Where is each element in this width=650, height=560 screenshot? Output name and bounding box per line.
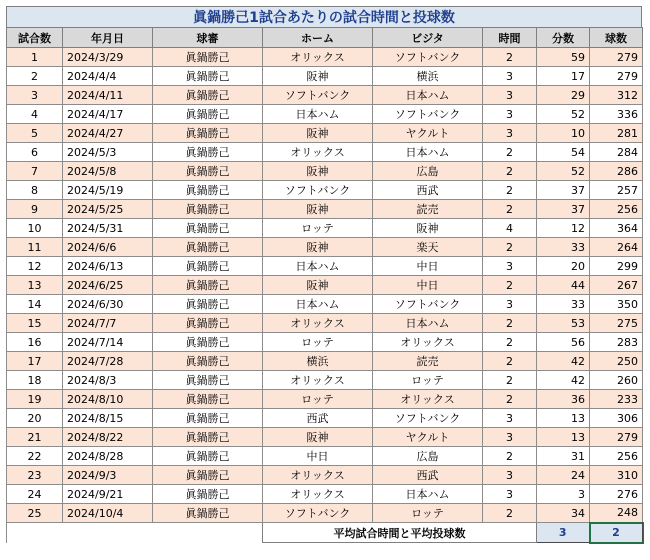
cell-pitches[interactable]: 306 [590, 409, 643, 428]
cell-game-no[interactable]: 12 [7, 257, 63, 276]
cell-minutes[interactable]: 3 [537, 485, 590, 504]
cell-umpire[interactable]: 眞鍋勝己 [153, 238, 263, 257]
column-header-date[interactable]: 年月日 [63, 28, 153, 48]
table-title: 眞鍋勝己1試合あたりの試合時間と投球数 [6, 6, 642, 28]
cell-date[interactable]: 2024/3/29 [63, 48, 153, 67]
header-row [7, 28, 643, 48]
table-row [7, 48, 643, 67]
cell-hours[interactable]: 2 [483, 447, 537, 466]
table-row [7, 276, 643, 295]
cell-pitches[interactable]: 260 [590, 371, 643, 390]
cell-visitor[interactable]: 日本ハム [373, 143, 483, 162]
cell-home[interactable]: 西武 [263, 409, 373, 428]
table-row [7, 409, 643, 428]
cell-minutes[interactable]: 24 [537, 466, 590, 485]
cell-date[interactable]: 2024/10/4 [63, 504, 153, 523]
cell-minutes[interactable]: 52 [537, 162, 590, 181]
cell-pitches[interactable]: 281 [590, 124, 643, 143]
cell-minutes[interactable]: 17 [537, 67, 590, 86]
column-header-hours[interactable]: 時間 [483, 28, 537, 48]
cell-date[interactable]: 2024/5/8 [63, 162, 153, 181]
summary-label: 平均試合時間と平均投球数 [263, 523, 537, 543]
cell-home[interactable]: ソフトバンク [263, 86, 373, 105]
cell-minutes[interactable]: 59 [537, 48, 590, 67]
cell-pitches[interactable]: 279 [590, 67, 643, 86]
cell-hours[interactable]: 2 [483, 390, 537, 409]
cell-home[interactable]: ロッテ [263, 219, 373, 238]
cell-game-no[interactable]: 11 [7, 238, 63, 257]
cell-hours[interactable]: 2 [483, 143, 537, 162]
table-row [7, 257, 643, 276]
cell-date[interactable]: 2024/7/7 [63, 314, 153, 333]
cell-pitches[interactable]: 364 [590, 219, 643, 238]
column-header-visitor[interactable]: ビジタ [373, 28, 483, 48]
cell-date[interactable]: 2024/7/28 [63, 352, 153, 371]
table-row [7, 390, 643, 409]
cell-pitches[interactable]: 276 [590, 485, 643, 504]
cell-game-no[interactable]: 17 [7, 352, 63, 371]
cell-hours[interactable]: 2 [483, 162, 537, 181]
cell-umpire[interactable]: 眞鍋勝己 [153, 504, 263, 523]
cell-home[interactable]: 日本ハム [263, 105, 373, 124]
cell-hours[interactable]: 2 [483, 48, 537, 67]
cell-pitches[interactable]: 336 [590, 105, 643, 124]
table-row [7, 200, 643, 219]
cell-minutes[interactable]: 42 [537, 371, 590, 390]
cell-date[interactable]: 2024/4/4 [63, 67, 153, 86]
cell-umpire[interactable]: 眞鍋勝己 [153, 352, 263, 371]
column-header-pitches[interactable]: 球数 [590, 28, 643, 48]
cell-pitches[interactable]: 257 [590, 181, 643, 200]
cell-visitor[interactable]: 広島 [373, 162, 483, 181]
cell-date[interactable]: 2024/6/30 [63, 295, 153, 314]
cell-home[interactable]: 阪神 [263, 67, 373, 86]
game-table [6, 27, 643, 544]
cell-hours[interactable]: 3 [483, 295, 537, 314]
cell-home[interactable]: オリックス [263, 143, 373, 162]
cell-umpire[interactable]: 眞鍋勝己 [153, 447, 263, 466]
cell-minutes[interactable]: 29 [537, 86, 590, 105]
cell-umpire[interactable]: 眞鍋勝己 [153, 67, 263, 86]
cell-hours[interactable]: 2 [483, 352, 537, 371]
cell-umpire[interactable]: 眞鍋勝己 [153, 124, 263, 143]
cell-umpire[interactable]: 眞鍋勝己 [153, 105, 263, 124]
cell-date[interactable]: 2024/4/11 [63, 86, 153, 105]
table-row [7, 466, 643, 485]
table-row [7, 105, 643, 124]
cell-visitor[interactable]: ロッテ [373, 504, 483, 523]
cell-home[interactable]: 阪神 [263, 162, 373, 181]
cell-pitches[interactable]: 283 [590, 333, 643, 352]
cell-visitor[interactable]: 横浜 [373, 67, 483, 86]
cell-minutes[interactable]: 37 [537, 181, 590, 200]
table-row [7, 219, 643, 238]
cell-umpire[interactable]: 眞鍋勝己 [153, 86, 263, 105]
cell-date[interactable]: 2024/6/13 [63, 257, 153, 276]
cell-visitor[interactable]: ヤクルト [373, 124, 483, 143]
cell-pitches[interactable]: 286 [590, 162, 643, 181]
cell-umpire[interactable]: 眞鍋勝己 [153, 143, 263, 162]
cell-visitor[interactable]: ロッテ [373, 371, 483, 390]
cell-minutes[interactable]: 53 [537, 314, 590, 333]
cell-visitor[interactable]: ソフトバンク [373, 48, 483, 67]
cell-hours[interactable]: 2 [483, 181, 537, 200]
cell-date[interactable]: 2024/4/17 [63, 105, 153, 124]
table-row [7, 238, 643, 257]
cell-home[interactable]: 阪神 [263, 200, 373, 219]
cell-minutes[interactable]: 52 [537, 105, 590, 124]
cell-umpire[interactable]: 眞鍋勝己 [153, 333, 263, 352]
cell-date[interactable]: 2024/5/19 [63, 181, 153, 200]
cell-pitches[interactable]: 264 [590, 238, 643, 257]
cell-date[interactable]: 2024/5/3 [63, 143, 153, 162]
cell-visitor[interactable]: ソフトバンク [373, 409, 483, 428]
cell-game-no[interactable]: 9 [7, 200, 63, 219]
table-row [7, 86, 643, 105]
cell-minutes[interactable]: 36 [537, 390, 590, 409]
table-row [7, 181, 643, 200]
cell-visitor[interactable]: オリックス [373, 333, 483, 352]
cell-pitches[interactable]: 256 [590, 200, 643, 219]
cell-date[interactable]: 2024/8/3 [63, 371, 153, 390]
cell-visitor[interactable]: 日本ハム [373, 485, 483, 504]
cell-date[interactable]: 2024/6/6 [63, 238, 153, 257]
cell-hours[interactable]: 3 [483, 428, 537, 447]
cell-minutes[interactable]: 42 [537, 352, 590, 371]
table-row [7, 352, 643, 371]
cell-visitor[interactable]: 読売 [373, 352, 483, 371]
cell-umpire[interactable]: 眞鍋勝己 [153, 485, 263, 504]
cell-date[interactable]: 2024/8/15 [63, 409, 153, 428]
cell-umpire[interactable]: 眞鍋勝己 [153, 390, 263, 409]
cell-umpire[interactable]: 眞鍋勝己 [153, 314, 263, 333]
cell-umpire[interactable]: 眞鍋勝己 [153, 428, 263, 447]
cell-game-no[interactable]: 7 [7, 162, 63, 181]
cell-hours[interactable]: 3 [483, 105, 537, 124]
cell-visitor[interactable]: オリックス [373, 390, 483, 409]
cell-visitor[interactable]: 西武 [373, 181, 483, 200]
cell-hours[interactable]: 3 [483, 409, 537, 428]
cell-minutes[interactable]: 12 [537, 219, 590, 238]
cell-visitor[interactable]: 西武 [373, 466, 483, 485]
cell-minutes[interactable]: 33 [537, 238, 590, 257]
cell-home[interactable]: オリックス [263, 48, 373, 67]
cell-minutes[interactable]: 10 [537, 124, 590, 143]
summary-spacer [153, 523, 263, 543]
cell-home[interactable]: 阪神 [263, 238, 373, 257]
cell-date[interactable]: 2024/4/27 [63, 124, 153, 143]
cell-home[interactable]: 日本ハム [263, 295, 373, 314]
cell-home[interactable]: オリックス [263, 314, 373, 333]
avg-minutes-cell[interactable]: 2 [590, 523, 643, 543]
cell-visitor[interactable]: 読売 [373, 200, 483, 219]
cell-minutes[interactable]: 20 [537, 257, 590, 276]
cell-pitches[interactable]: 350 [590, 295, 643, 314]
cell-minutes[interactable]: 31 [537, 447, 590, 466]
cell-game-no[interactable]: 23 [7, 466, 63, 485]
cell-game-no[interactable]: 1 [7, 48, 63, 67]
cell-game-no[interactable]: 13 [7, 276, 63, 295]
cell-hours[interactable]: 3 [483, 86, 537, 105]
cell-pitches[interactable]: 233 [590, 390, 643, 409]
cell-pitches[interactable]: 267 [590, 276, 643, 295]
cell-visitor[interactable]: 日本ハム [373, 86, 483, 105]
cell-minutes[interactable]: 33 [537, 295, 590, 314]
cell-game-no[interactable]: 22 [7, 447, 63, 466]
cell-home[interactable]: 阪神 [263, 428, 373, 447]
cell-visitor[interactable]: 中日 [373, 257, 483, 276]
cell-date[interactable]: 2024/8/10 [63, 390, 153, 409]
cell-pitches[interactable]: 275 [590, 314, 643, 333]
cell-hours[interactable]: 3 [483, 124, 537, 143]
cell-game-no[interactable]: 5 [7, 124, 63, 143]
cell-umpire[interactable]: 眞鍋勝己 [153, 466, 263, 485]
cell-pitches[interactable]: 279 [590, 48, 643, 67]
cell-date[interactable]: 2024/5/31 [63, 219, 153, 238]
cell-home[interactable]: 日本ハム [263, 257, 373, 276]
cell-date[interactable]: 2024/9/3 [63, 466, 153, 485]
summary-spacer [63, 523, 153, 543]
cell-visitor[interactable]: 楽天 [373, 238, 483, 257]
cell-minutes[interactable]: 37 [537, 200, 590, 219]
table-row [7, 485, 643, 504]
cell-visitor[interactable]: ヤクルト [373, 428, 483, 447]
cell-hours[interactable]: 2 [483, 371, 537, 390]
cell-hours[interactable]: 2 [483, 200, 537, 219]
column-header-umpire[interactable]: 球審 [153, 28, 263, 48]
column-header-game-no[interactable]: 試合数 [7, 28, 63, 48]
cell-home[interactable]: 中日 [263, 447, 373, 466]
cell-home[interactable]: ソフトバンク [263, 181, 373, 200]
cell-hours[interactable]: 2 [483, 333, 537, 352]
column-header-minutes[interactable]: 分数 [537, 28, 590, 48]
cell-game-no[interactable]: 2 [7, 67, 63, 86]
cell-umpire[interactable]: 眞鍋勝己 [153, 219, 263, 238]
cell-umpire[interactable]: 眞鍋勝己 [153, 295, 263, 314]
cell-game-no[interactable]: 21 [7, 428, 63, 447]
cell-hours[interactable]: 2 [483, 276, 537, 295]
cell-pitches[interactable]: 310 [590, 466, 643, 485]
summary-spacer [7, 523, 63, 543]
cell-home[interactable]: オリックス [263, 371, 373, 390]
cell-hours[interactable]: 3 [483, 485, 537, 504]
cell-umpire[interactable]: 眞鍋勝己 [153, 257, 263, 276]
cell-home[interactable]: 阪神 [263, 124, 373, 143]
cell-date[interactable]: 2024/6/25 [63, 276, 153, 295]
cell-pitches[interactable]: 284 [590, 143, 643, 162]
cell-game-no[interactable]: 4 [7, 105, 63, 124]
cell-game-no[interactable]: 24 [7, 485, 63, 504]
cell-hours[interactable]: 2 [483, 238, 537, 257]
cell-game-no[interactable]: 20 [7, 409, 63, 428]
cell-minutes[interactable]: 54 [537, 143, 590, 162]
cell-pitches[interactable]: 248 [590, 504, 643, 523]
cell-game-no[interactable]: 6 [7, 143, 63, 162]
cell-minutes[interactable]: 56 [537, 333, 590, 352]
cell-game-no[interactable]: 3 [7, 86, 63, 105]
cell-game-no[interactable]: 16 [7, 333, 63, 352]
table-row [7, 333, 643, 352]
cell-home[interactable]: オリックス [263, 485, 373, 504]
cell-visitor[interactable]: 中日 [373, 276, 483, 295]
cell-date[interactable]: 2024/9/21 [63, 485, 153, 504]
cell-minutes[interactable]: 44 [537, 276, 590, 295]
cell-home[interactable]: オリックス [263, 466, 373, 485]
avg-hours-cell[interactable]: 3 [537, 523, 590, 543]
table-row [7, 447, 643, 466]
cell-game-no[interactable]: 18 [7, 371, 63, 390]
cell-game-no[interactable]: 14 [7, 295, 63, 314]
cell-hours[interactable]: 2 [483, 314, 537, 333]
table-row [7, 67, 643, 86]
cell-pitches[interactable]: 312 [590, 86, 643, 105]
table-row [7, 371, 643, 390]
cell-pitches[interactable]: 279 [590, 428, 643, 447]
cell-game-no[interactable]: 19 [7, 390, 63, 409]
cell-visitor[interactable]: ソフトバンク [373, 295, 483, 314]
cell-home[interactable]: ロッテ [263, 390, 373, 409]
cell-game-no[interactable]: 15 [7, 314, 63, 333]
cell-date[interactable]: 2024/8/22 [63, 428, 153, 447]
cell-visitor[interactable]: 広島 [373, 447, 483, 466]
cell-home[interactable]: ソフトバンク [263, 504, 373, 523]
cell-visitor[interactable]: ソフトバンク [373, 105, 483, 124]
cell-umpire[interactable]: 眞鍋勝己 [153, 276, 263, 295]
summary-row [7, 523, 643, 543]
cell-date[interactable]: 2024/5/25 [63, 200, 153, 219]
cell-hours[interactable]: 4 [483, 219, 537, 238]
table-row [7, 162, 643, 181]
cell-hours[interactable]: 3 [483, 257, 537, 276]
cell-visitor[interactable]: 日本ハム [373, 314, 483, 333]
cell-date[interactable]: 2024/8/28 [63, 447, 153, 466]
table-row [7, 314, 643, 333]
cell-game-no[interactable]: 10 [7, 219, 63, 238]
cell-minutes[interactable]: 13 [537, 428, 590, 447]
cell-visitor[interactable]: 阪神 [373, 219, 483, 238]
cell-umpire[interactable]: 眞鍋勝己 [153, 200, 263, 219]
cell-minutes[interactable]: 13 [537, 409, 590, 428]
cell-hours[interactable]: 3 [483, 466, 537, 485]
cell-hours[interactable]: 2 [483, 504, 537, 523]
cell-game-no[interactable]: 25 [7, 504, 63, 523]
table-body [7, 48, 643, 523]
cell-umpire[interactable]: 眞鍋勝己 [153, 162, 263, 181]
cell-pitches[interactable]: 256 [590, 447, 643, 466]
cell-game-no[interactable]: 8 [7, 181, 63, 200]
cell-home[interactable]: 阪神 [263, 276, 373, 295]
cell-home[interactable]: ロッテ [263, 333, 373, 352]
table-row [7, 143, 643, 162]
cell-umpire[interactable]: 眞鍋勝己 [153, 409, 263, 428]
column-header-home[interactable]: ホーム [263, 28, 373, 48]
cell-umpire[interactable]: 眞鍋勝己 [153, 371, 263, 390]
cell-pitches[interactable]: 250 [590, 352, 643, 371]
cell-pitches[interactable]: 299 [590, 257, 643, 276]
cell-umpire[interactable]: 眞鍋勝己 [153, 181, 263, 200]
cell-date[interactable]: 2024/7/14 [63, 333, 153, 352]
table-row [7, 124, 643, 143]
cell-home[interactable]: 横浜 [263, 352, 373, 371]
cell-hours[interactable]: 3 [483, 67, 537, 86]
table-row [7, 504, 643, 523]
cell-umpire[interactable]: 眞鍋勝己 [153, 48, 263, 67]
table-row [7, 295, 643, 314]
cell-minutes[interactable]: 34 [537, 504, 590, 523]
table-row [7, 428, 643, 447]
